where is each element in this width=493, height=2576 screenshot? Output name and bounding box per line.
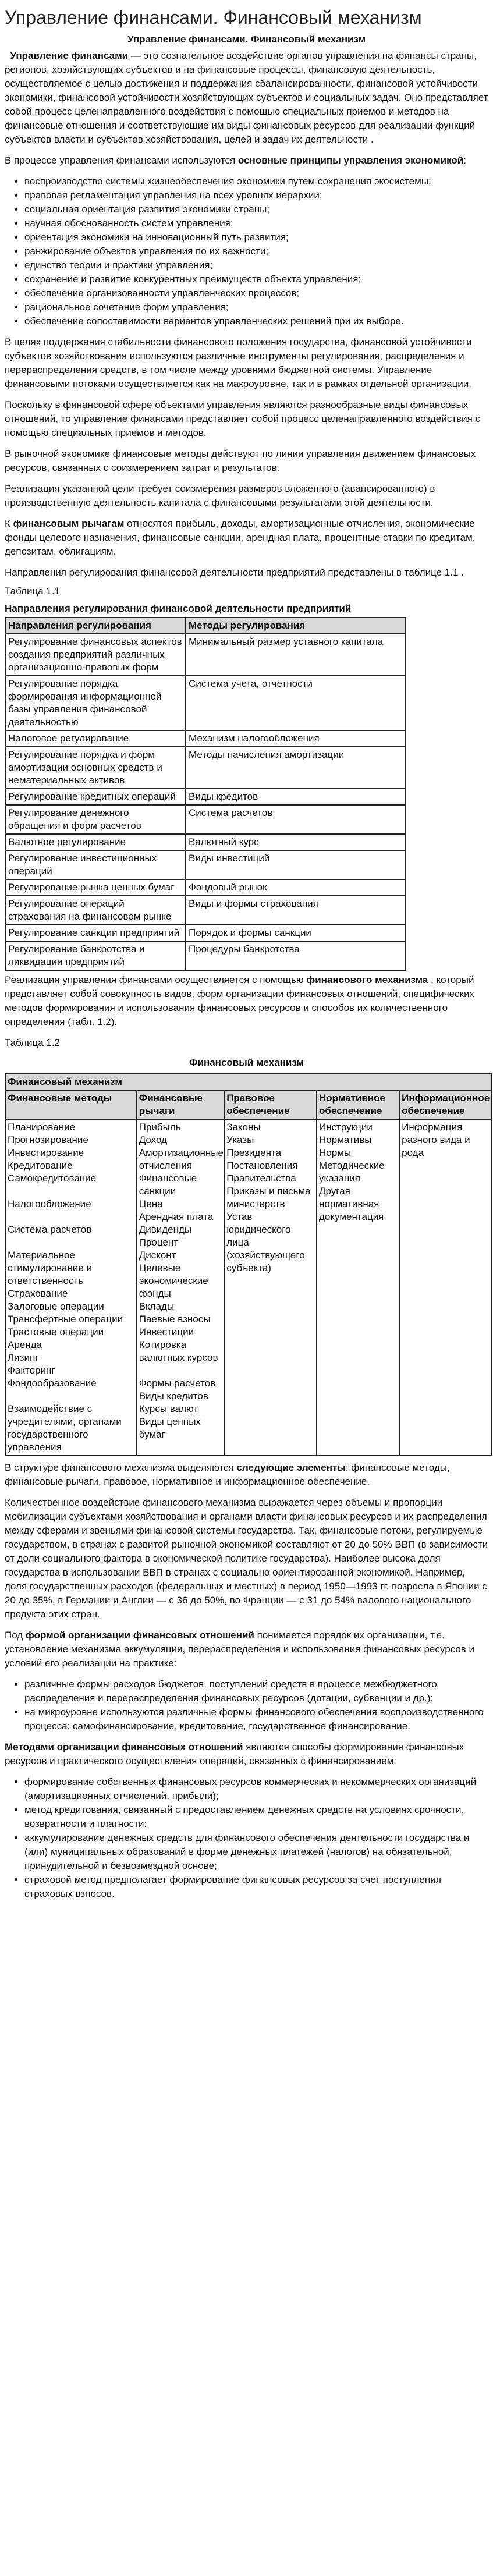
methods-list bbox=[5, 1775, 488, 1901]
table-header-cell: Нормативное обеспечение bbox=[317, 1090, 399, 1119]
cell-line: Указы bbox=[226, 1134, 254, 1145]
cell-line: Кредитование bbox=[8, 1160, 73, 1171]
list-item: • сохранение и развитие конкурентных преимуществ объекта управления; bbox=[24, 272, 488, 286]
list-item: • различные формы расходов бюджетов, поступлений средств в процессе межбюджетного распределения и перераспределения финансовых ресурсов (дотации, субвенции и др.); bbox=[24, 1677, 488, 1705]
cell-line: Дивиденды bbox=[139, 1224, 192, 1235]
table-cell: Регулирование инвестиционных операций bbox=[5, 850, 186, 879]
cell-line: Курсы валют bbox=[139, 1403, 198, 1414]
structure-prefix: В структуре финансового механизма выделяются bbox=[5, 1462, 237, 1473]
table1-intro: Направления регулирования финансовой деятельности предприятий представлены в таблице 1.1 . bbox=[5, 567, 464, 578]
table2-title: Финансовый механизм bbox=[189, 1057, 304, 1068]
cell-line: Амортизационные отчисления bbox=[139, 1147, 224, 1171]
page-title: Управление финансами. Финансовый механизм bbox=[5, 7, 422, 28]
list-item: • метод кредитования, связанный с предоставлением денежных средств на условиях срочности, возвратности и платности; bbox=[24, 1803, 488, 1831]
cell-line: Инструкции bbox=[319, 1122, 373, 1133]
paragraph: В целях поддержания стабильности финансового положения государства, финансовой устойчивости субъектов хозяйствования используются различные инструменты регулирования, распределения и перераспределения средств, в том числе между уровнями бюджетной системы. Управление финансовыми потоками осуществляется как на макроуровне, так и в рамках отдельной организации. bbox=[5, 336, 472, 389]
cell-line: Цена bbox=[139, 1198, 163, 1209]
cell-line: Взаимодействие с учредителями, органами государственного управления bbox=[8, 1403, 122, 1453]
mechanism-bold: финансового механизма bbox=[306, 974, 428, 985]
list-item: • обеспечение организованности управленческих процессов; bbox=[24, 286, 488, 300]
forms-prefix: Под bbox=[5, 1630, 26, 1641]
table-row bbox=[5, 676, 406, 730]
table-header-cell: Финансовые методы bbox=[5, 1090, 137, 1119]
table-cell: Регулирование денежного обращения и форм расчетов bbox=[5, 805, 186, 834]
table-cell: Регулирование операций страхования на финансовом рынке bbox=[5, 896, 186, 925]
cell-line: Материальное стимулирование и ответственность bbox=[8, 1250, 92, 1286]
list-item: • социальная ориентация развития экономики страны; bbox=[24, 203, 488, 217]
cell-line: Планирование bbox=[8, 1122, 76, 1133]
table-row bbox=[5, 789, 406, 805]
table-cell bbox=[399, 1119, 492, 1456]
cell-line: Прогнозирование bbox=[8, 1134, 88, 1145]
cell-line: Нормативы bbox=[319, 1134, 372, 1145]
cell-line: Факторинг bbox=[8, 1365, 55, 1376]
cell-line bbox=[8, 1390, 134, 1403]
table-row bbox=[5, 834, 406, 850]
table-header-row bbox=[5, 618, 406, 634]
cell-line: Методические указания bbox=[319, 1160, 385, 1184]
intro-term: Управление финансами bbox=[10, 50, 129, 61]
methods-bold: Методами организации финансовых отношений bbox=[5, 1741, 243, 1752]
table-cell: Виды инвестиций bbox=[186, 850, 406, 879]
table1-caption: Таблица 1.1 bbox=[5, 586, 61, 597]
table-row bbox=[5, 805, 406, 834]
list-item: • страховой метод предполагает формирование финансовых ресурсов за счет поступления страховых взносов. bbox=[24, 1873, 488, 1901]
cell-line: Доход bbox=[139, 1134, 167, 1145]
intro-paragraph bbox=[5, 49, 488, 147]
structure-text: : финансовые методы, финансовые рычаги, правовое, нормативное и информационное обеспечение. bbox=[5, 1462, 450, 1487]
table-cell bbox=[5, 1119, 137, 1456]
list-item: • на микроуровне используются различные формы финансового обеспечения воспроизводственного процесса: самофинансирование, кредитование, государственное финансирование. bbox=[24, 1705, 488, 1733]
structure-paragraph bbox=[5, 1461, 488, 1489]
forms-text: понимается порядок их организации, т.е. установление механизма аккумуляции, перераспределения и использования финансовых ресурсов и условий его реализации на практике: bbox=[5, 1630, 475, 1669]
list-item: • формирование собственных финансовых ресурсов коммерческих и некоммерческих организаций (амортизационных отчислений, прибыли); bbox=[24, 1775, 488, 1803]
table-header-row bbox=[5, 1074, 492, 1090]
table1-title: Направления регулирования финансовой деятельности предприятий bbox=[5, 603, 352, 614]
table-cell bbox=[317, 1119, 399, 1456]
table-row bbox=[5, 925, 406, 941]
cell-line: Целевые экономические фонды bbox=[139, 1262, 208, 1299]
table-header-cell: Направления регулирования bbox=[5, 618, 186, 634]
cell-line: Аренда bbox=[8, 1339, 42, 1350]
table-cell: Виды и формы страхования bbox=[186, 896, 406, 925]
cell-line bbox=[139, 1364, 222, 1377]
levers-bold: финансовым рычагам bbox=[13, 518, 125, 529]
cell-line: Трансфертные операции bbox=[8, 1314, 123, 1325]
cell-line: Арендная плата bbox=[139, 1211, 214, 1222]
levers-prefix: К bbox=[5, 518, 13, 529]
table-cell: Валютное регулирование bbox=[5, 834, 186, 850]
table-header-cell: Информационное обеспечение bbox=[399, 1090, 492, 1119]
table-header-cell: Финансовые рычаги bbox=[137, 1090, 224, 1119]
mechanism-paragraph bbox=[5, 973, 488, 1029]
cell-line: Виды ценных бумаг bbox=[139, 1416, 201, 1440]
table-header-cell: Правовое обеспечение bbox=[224, 1090, 317, 1119]
table-cell bbox=[224, 1119, 317, 1456]
principles-intro-prefix: В процессе управления финансами используются bbox=[5, 155, 238, 166]
table-row bbox=[5, 634, 406, 676]
table-row bbox=[5, 1119, 492, 1456]
levers-text: относятся прибыль, доходы, амортизационные отчисления, экономические фонды целевого назначения, финансовые санкции, арендная плата, процентные ставки по кредитам, депозитам, облигациям. bbox=[5, 518, 476, 557]
cell-line: Другая нормативная документация bbox=[319, 1186, 384, 1222]
paragraph: Количественное воздействие финансового механизма выражается через объемы и пропорции мобилизации субъектами хозяйствования и органами власти финансовых ресурсов и их распределения между сферами и звеньями финансовой системы государства. Так, финансовые потоки, регулируемые государством, в странах с развитой рыночной экономикой составляют от 20 до 50% ВВП (в зависимости от доли социального фактора в экономической политике государства). Наиболее высока доля государства в использовании ВВП в странах с социально ориентированной экономикой. Например, доля государственных расходов (федеральных и местных) в период 1950—1993 гг. возросла в Японии с 20 до 35%, в Германии и Англии — с 36 до 50%, во Франции — с 31 до 54% валового национального продукта этих стран. bbox=[5, 1497, 488, 1620]
cell-line: Формы расчетов bbox=[139, 1378, 216, 1389]
cell-line: Информация разного вида и рода bbox=[402, 1122, 470, 1158]
methods-text: являются способы формирования финансовых ресурсов и практического осуществления операций, связанных с финансированием: bbox=[5, 1741, 464, 1766]
forms-paragraph bbox=[5, 1628, 488, 1670]
mechanism-prefix: Реализация управления финансами осуществляется с помощью bbox=[5, 974, 307, 985]
list-item: • рациональное сочетание форм управления; bbox=[24, 300, 488, 314]
table-cell: Минимальный размер уставного капитала bbox=[186, 634, 406, 676]
article-subtitle: Управление финансами. Финансовый механизм bbox=[127, 34, 366, 45]
table-cell: Регулирование порядка формирования информационной базы управления финансовой деятельностью bbox=[5, 676, 186, 730]
mechanism-text: , который представляет собой совокупность видов, форм организации финансовых отношений, специфических методов формирования и использования финансовых ресурсов и способов их количественного определения (табл. 1.2). bbox=[5, 974, 474, 1027]
list-item: • ориентация экономики на инновационный путь развития; bbox=[24, 230, 488, 244]
cell-line bbox=[8, 1236, 134, 1249]
cell-line bbox=[8, 1211, 134, 1223]
table-cell: Порядок и формы санкции bbox=[186, 925, 406, 941]
list-item: • правовая регламентация управления на всех уровнях иерархии; bbox=[24, 189, 488, 203]
principles-intro bbox=[5, 154, 488, 168]
levers-paragraph bbox=[5, 517, 488, 559]
cell-line: Система расчетов bbox=[8, 1224, 92, 1235]
mechanism-table bbox=[5, 1073, 492, 1456]
methods-paragraph bbox=[5, 1740, 488, 1768]
table-cell: Система учета, отчетности bbox=[186, 676, 406, 730]
intro-text: — это сознательное воздействие органов управления на финансы страны, регионов, хозяйствующих субъектов и на финансовые процессы, финансовую деятельность, осуществляемое с целью достижения и поддержания сбалансированности, финансовой устойчивости экономики, финансовой устойчивости хозяйствующих субъектов и социальных задач. Оно представляет собой процесс целенаправленного воздействия с помощью специальных приемов и методов на финансовые отношения и соответствующие им виды финансовых ресурсов для реализации функций субъектов власти и субъектов хозяйствования, целей и задач их деятельности . bbox=[5, 50, 488, 145]
cell-line: Инвестиции bbox=[139, 1326, 194, 1337]
cell-line: Виды кредитов bbox=[139, 1390, 208, 1401]
list-item: • единство теории и практики управления; bbox=[24, 258, 488, 272]
paragraph: Поскольку в финансовой сфере объектами управления являются разнообразные виды финансовых отношений, то управление финансами представляет собой процесс целенаправленного воздействия с помощью специальных приемов и методов. bbox=[5, 399, 481, 438]
cell-line: Устав юридического лица (хозяйствующего субъекта) bbox=[226, 1211, 305, 1273]
table-row bbox=[5, 850, 406, 879]
cell-line: Залоговые операции bbox=[8, 1301, 104, 1312]
table-cell: Валютный курс bbox=[186, 834, 406, 850]
table-body bbox=[5, 634, 406, 970]
table-row bbox=[5, 747, 406, 789]
cell-line: Вклады bbox=[139, 1301, 175, 1312]
principles-intro-bold: основные принципы управления экономикой bbox=[237, 155, 464, 166]
cell-line: Фондообразование bbox=[8, 1378, 97, 1389]
principles-intro-suffix: : bbox=[463, 155, 466, 166]
list-item: • аккумулирование денежных средств для финансового обеспечения деятельности государства и (или) муниципальных образований в форме денежных платежей (налогов) на обязательной, принудительной и безвозмездной основе; bbox=[24, 1831, 488, 1873]
cell-line: Президента bbox=[226, 1147, 282, 1158]
table-cell: Виды кредитов bbox=[186, 789, 406, 805]
paragraph: Реализация указанной цели требует соизмерения размеров вложенного (авансированного) в производственную деятельность капитала с финансовыми результатами этой деятельности. bbox=[5, 483, 435, 508]
list-item: • научная обоснованность систем управления; bbox=[24, 217, 488, 230]
table-cell: Система расчетов bbox=[186, 805, 406, 834]
list-item: • воспроизводство системы жизнеобеспечения экономики путем сохранения экосистемы; bbox=[24, 175, 488, 189]
cell-line: Самокредитование bbox=[8, 1173, 97, 1184]
cell-line: Законы bbox=[226, 1122, 261, 1133]
table-cell: Регулирование кредитных операций bbox=[5, 789, 186, 805]
table-cell bbox=[137, 1119, 224, 1456]
table-header-cell: Финансовый механизм bbox=[5, 1074, 492, 1090]
cell-line: Постановления bbox=[226, 1160, 298, 1171]
table-cell: Регулирование рынка ценных бумаг bbox=[5, 879, 186, 896]
forms-bold: формой организации финансовых отношений bbox=[25, 1630, 254, 1641]
cell-line: Инвестирование bbox=[8, 1147, 84, 1158]
table-header-row bbox=[5, 1090, 492, 1119]
table-row bbox=[5, 896, 406, 925]
cell-line: Налогообложение bbox=[8, 1198, 91, 1209]
table-row bbox=[5, 941, 406, 970]
cell-line: Приказы и письма министерств bbox=[226, 1186, 311, 1209]
principles-list bbox=[5, 175, 488, 328]
table-cell: Механизм налогообложения bbox=[186, 730, 406, 747]
cell-line: Финансовые санкции bbox=[139, 1173, 197, 1197]
list-item: • ранжирование объектов управления по их важности; bbox=[24, 244, 488, 258]
cell-line: Лизинг bbox=[8, 1352, 39, 1363]
table-row bbox=[5, 879, 406, 896]
cell-line: Паевые взносы bbox=[139, 1314, 211, 1325]
paragraph: В рыночной экономике финансовые методы действуют по линии управления движением финансовых ресурсов, связанных с соизмерением затрат и результатов. bbox=[5, 448, 476, 473]
cell-line: Правительства bbox=[226, 1173, 296, 1184]
cell-line: Нормы bbox=[319, 1147, 352, 1158]
table-cell: Методы начисления амортизации bbox=[186, 747, 406, 789]
table-cell: Регулирование банкротства и ликвидации предприятий bbox=[5, 941, 186, 970]
structure-bold: следующие элементы bbox=[236, 1462, 346, 1473]
table-cell: Фондовый рынок bbox=[186, 879, 406, 896]
table-header-cell: Методы регулирования bbox=[186, 618, 406, 634]
table-cell: Регулирование порядка и форм амортизации основных средств и нематериальных активов bbox=[5, 747, 186, 789]
cell-line: Трастовые операции bbox=[8, 1326, 104, 1337]
forms-list bbox=[5, 1677, 488, 1733]
cell-line: Котировка валютных курсов bbox=[139, 1339, 218, 1363]
table-cell: Регулирование финансовых аспектов создания предприятий различных организационно-правовых форм bbox=[5, 634, 186, 676]
cell-line: Дисконт bbox=[139, 1250, 176, 1261]
regulation-table bbox=[5, 617, 406, 971]
list-item: • обеспечение сопоставимости вариантов управленческих решений при их выборе. bbox=[24, 314, 488, 328]
table-cell: Регулирование санкции предприятий bbox=[5, 925, 186, 941]
cell-line: Страхование bbox=[8, 1288, 68, 1299]
table-row bbox=[5, 730, 406, 747]
table-cell: Налоговое регулирование bbox=[5, 730, 186, 747]
table-cell: Процедуры банкротства bbox=[186, 941, 406, 970]
cell-line: Прибыль bbox=[139, 1122, 181, 1133]
table2-caption: Таблица 1.2 bbox=[5, 1037, 61, 1048]
cell-line bbox=[8, 1185, 134, 1198]
cell-line: Процент bbox=[139, 1237, 179, 1248]
